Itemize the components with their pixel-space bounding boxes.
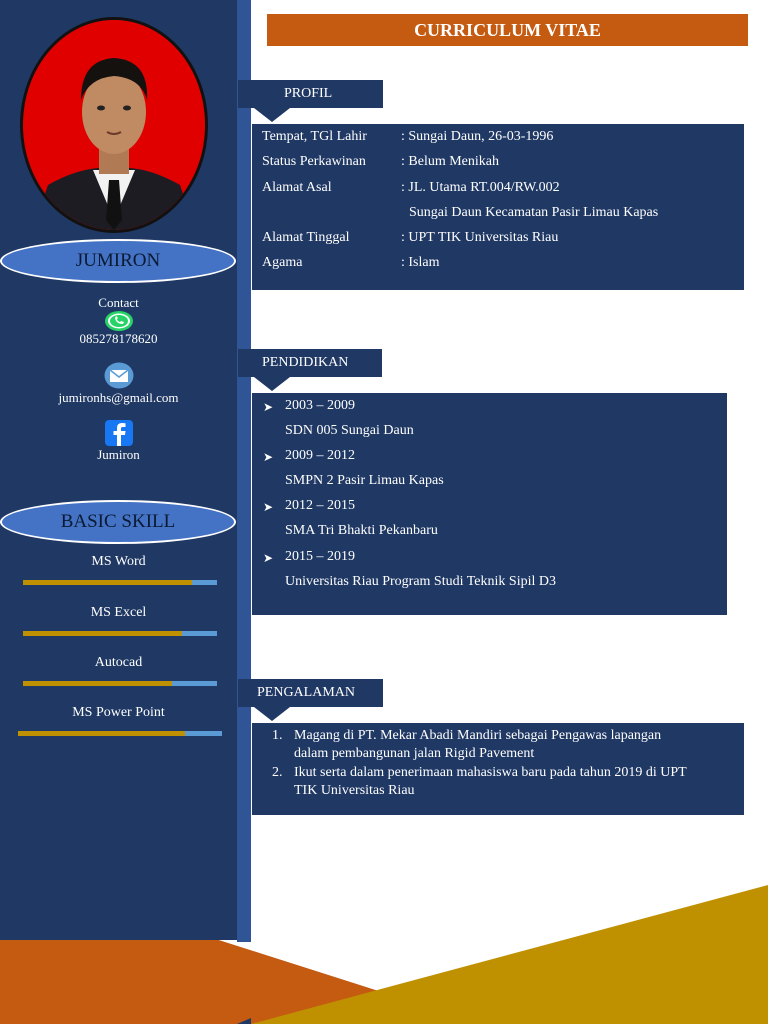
education-years-2: 2009 – 2012 (285, 448, 355, 463)
education-years-3: 2012 – 2015 (285, 498, 355, 513)
skills-banner (0, 500, 236, 544)
profile-tag-arrow (254, 108, 290, 122)
education-tag-arrow (254, 377, 290, 391)
profile-value-origin-cont: Sungai Daun Kecamatan Pasir Limau Kapas (409, 205, 659, 220)
experience-num-1: 1. (272, 728, 283, 743)
bullet-arrow-icon: ➤ (263, 400, 274, 414)
bullet-arrow-icon: ➤ (263, 450, 274, 464)
education-school-3: SMA Tri Bhakti Pekanbaru (285, 523, 438, 538)
skill-label-excel: MS Excel (90, 605, 147, 620)
facebook-icon (105, 420, 133, 446)
email-address[interactable]: jumironhs@gmail.com (58, 390, 179, 405)
experience-line-1b: dalam pembangunan jalan Rigid Pavement (294, 746, 535, 761)
education-years-1: 2003 – 2009 (285, 398, 355, 413)
bullet-arrow-icon: ➤ (263, 500, 274, 514)
education-heading: PENDIDIKAN (262, 355, 349, 370)
profile-heading: PROFIL (284, 86, 333, 101)
skill-bar-excel (23, 631, 217, 636)
facebook-name[interactable]: Jumiron (97, 447, 140, 462)
experience-num-2: 2. (272, 765, 283, 780)
education-years-4: 2015 – 2019 (285, 549, 355, 564)
profile-label-birth: Tempat, TGl Lahir (262, 129, 367, 144)
profile-value-residence: : UPT TIK Universitas Riau (401, 230, 559, 245)
experience-section-tag (238, 679, 383, 707)
cv-title-text: CURRICULUM VITAE (414, 19, 601, 40)
skills-heading: BASIC SKILL (60, 511, 176, 532)
experience-heading: PENGALAMAN (257, 685, 355, 700)
experience-line-2b: TIK Universitas Riau (294, 783, 415, 798)
cv-title (267, 14, 748, 46)
phone-number: 085278178620 (79, 331, 158, 346)
profile-label-residence: Alamat Tinggal (262, 230, 350, 245)
education-school-4: Universitas Riau Program Studi Teknik Sipil D3 (285, 574, 556, 589)
profile-value-birth: : Sungai Daun, 26-03-1996 (401, 129, 554, 144)
name-banner (0, 239, 236, 283)
experience-tag-arrow (254, 707, 290, 721)
profile-value-religion: : Islam (401, 255, 440, 270)
profile-label-religion: Agama (262, 255, 303, 270)
education-section-tag (238, 349, 382, 377)
experience-line-2a: Ikut serta dalam penerimaan mahasiswa baru pada tahun 2019 di UPT (294, 765, 687, 780)
skill-label-word: MS Word (91, 554, 146, 569)
bullet-arrow-icon: ➤ (263, 551, 274, 565)
skill-bar-word (23, 580, 217, 585)
profile-section-tag (238, 80, 383, 108)
profile-photo (20, 17, 208, 233)
sidebar-stripe (237, 0, 251, 942)
skill-bar-powerpoint (18, 731, 222, 736)
whatsapp-icon (104, 310, 134, 332)
skill-label-powerpoint: MS Power Point (72, 705, 165, 720)
email-icon (104, 362, 134, 389)
skill-label-autocad: Autocad (94, 655, 143, 670)
profile-value-status: : Belum Menikah (401, 154, 499, 169)
experience-line-1a: Magang di PT. Mekar Abadi Mandiri sebagai Pengawas lapangan (294, 728, 662, 743)
contact-heading: Contact (98, 295, 139, 310)
skill-bar-autocad (23, 681, 217, 686)
education-school-1: SDN 005 Sungai Daun (285, 423, 414, 438)
person-name: JUMIRON (75, 250, 161, 271)
profile-value-origin: : JL. Utama RT.004/RW.002 (401, 180, 560, 195)
education-school-2: SMPN 2 Pasir Limau Kapas (285, 473, 444, 488)
profile-label-origin: Alamat Asal (262, 180, 332, 195)
profile-label-status: Status Perkawinan (262, 154, 366, 169)
